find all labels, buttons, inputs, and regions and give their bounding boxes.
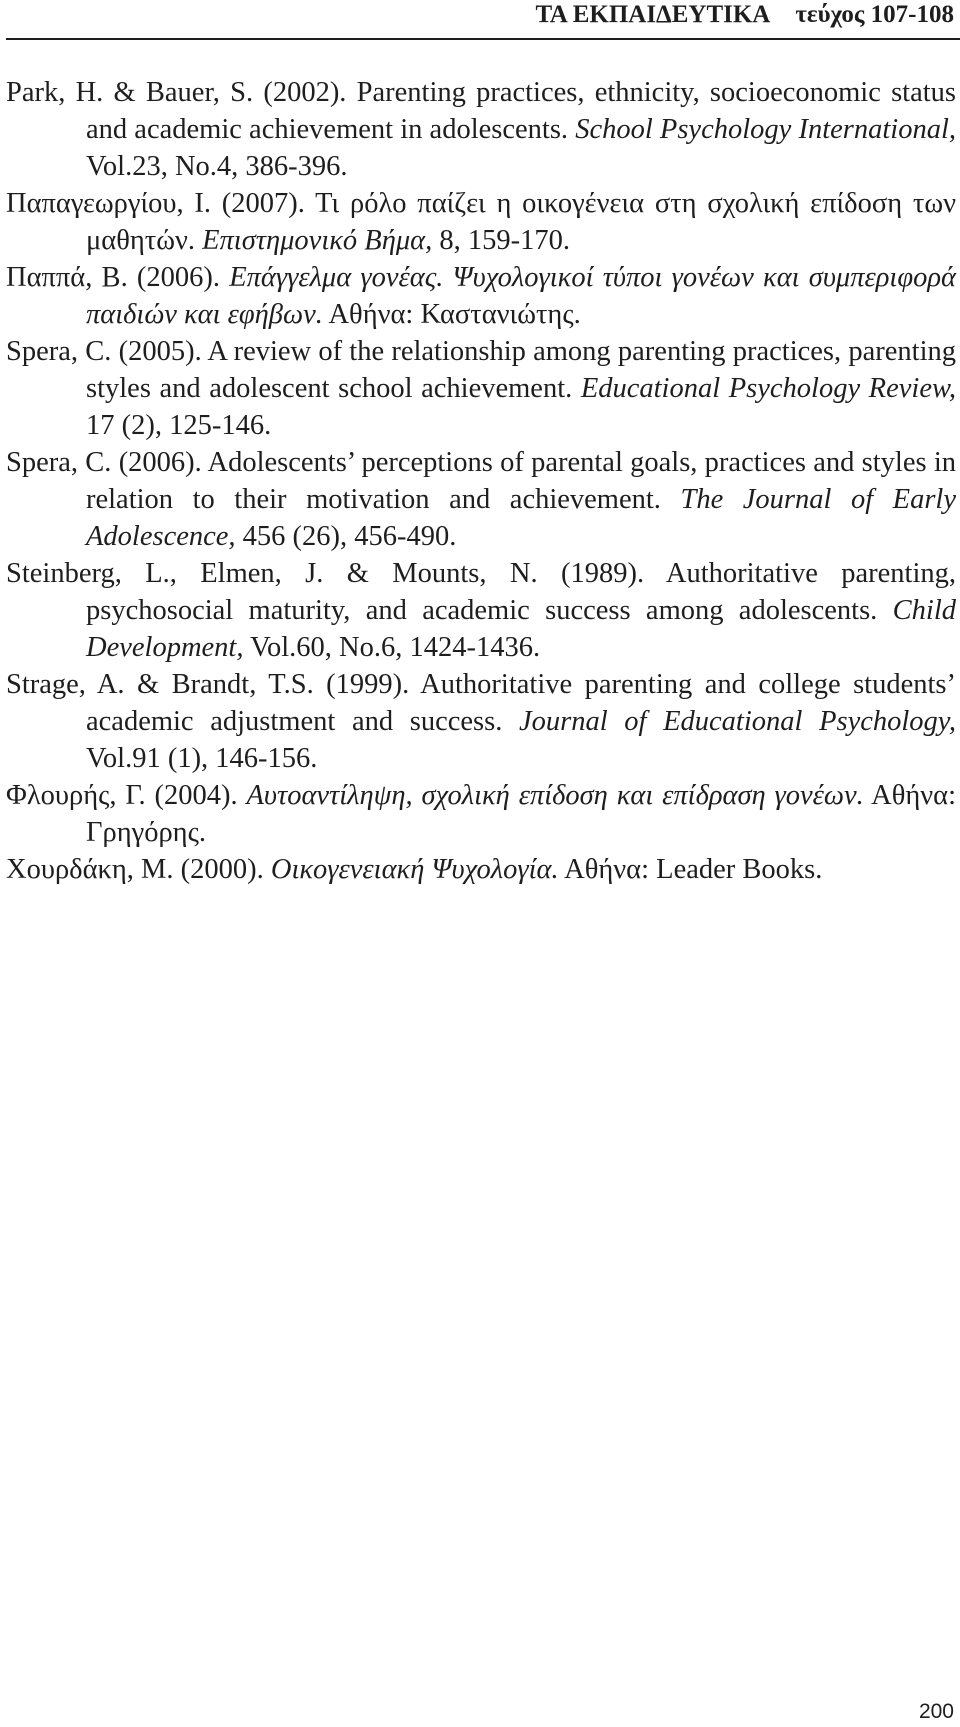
- issue-number: τεύχος 107-108: [795, 1, 954, 28]
- reference-item-spera-2006: [6, 444, 956, 555]
- page-number: 200: [918, 1700, 954, 1723]
- reference-item-papageorgiou: [6, 185, 956, 259]
- reference-item-park-bauer: [6, 74, 956, 185]
- reference-details: Αθήνα: Γρηγόρης.: [86, 780, 956, 848]
- reference-text: Παπαγεωργίου, Ι. (2007). Τι ρόλο παίζει η οικογένεια στη σχολική επίδοση των μαθητών.: [6, 188, 956, 256]
- reference-source-title: Child Development,: [86, 595, 956, 663]
- reference-text: Παππά, Β. (2006).: [6, 262, 230, 293]
- reference-details: Αθήνα: Καστανιώτης.: [322, 299, 581, 330]
- reference-details: 456 (26), 456-490.: [235, 521, 457, 552]
- reference-source-title: School Psychology International,: [575, 114, 956, 145]
- reference-details: 8, 159-170.: [432, 225, 570, 256]
- reference-item-spera-2005: [6, 333, 956, 444]
- reference-source-title: The Journal of Early Adolescence,: [86, 484, 956, 552]
- reference-details: Vol.60, No.6, 1424-1436.: [243, 632, 541, 663]
- reference-text: Spera, C. (2006). Adolescents’ perceptions of parental goals, practices and styles in relation to their motivation and achievement.: [6, 447, 956, 515]
- reference-text: Spera, C. (2005). A review of the relationship among parenting practices, parenting styles and adolescent school achievement.: [6, 336, 956, 404]
- reference-item-pappa: [6, 259, 956, 333]
- reference-details: Vol.23, No.4, 386-396.: [86, 151, 348, 182]
- reference-details: Αθήνα: Leader Books.: [558, 854, 823, 885]
- reference-source-title: Αυτοαντίληψη, σχολική επίδοση και επίδραση γονέων.: [246, 780, 864, 811]
- reference-source-title: Επιστημονικό Βήμα,: [202, 225, 433, 256]
- reference-text: Φλουρής, Γ. (2004).: [6, 780, 247, 811]
- reference-item-chourdaki: [6, 851, 956, 888]
- reference-text: Steinberg, L., Elmen, J. & Mounts, N. (1989). Authoritative parenting, psychosocial maturity, and academic success among adolescents.: [6, 558, 956, 626]
- reference-source-title: Educational Psychology Review,: [580, 373, 956, 404]
- reference-source-title: Οικογενειακή Ψυχολογία.: [270, 854, 559, 885]
- journal-title: ΤΑ ΕΚΠΑΙΔΕΥΤΙΚΑ: [535, 1, 771, 28]
- running-header-text: [536, 1, 954, 29]
- reference-list: [6, 74, 956, 888]
- reference-item-strage-brandt: [6, 666, 956, 777]
- reference-text: Park, H. & Bauer, S. (2002). Parenting practices, ethnicity, socioeconomic status and academic achievement in adolescents.: [6, 77, 956, 145]
- reference-text: Strage, A. & Brandt, T.S. (1999). Authoritative parenting and college students’ academic adjustment and success.: [6, 669, 956, 737]
- reference-item-steinberg: [6, 555, 956, 666]
- reference-text: Χουρδάκη, Μ. (2000).: [6, 854, 271, 885]
- reference-source-title: Journal of Educational Psychology,: [518, 706, 956, 737]
- running-header: [6, 0, 960, 40]
- reference-details: Vol.91 (1), 146-156.: [86, 743, 318, 774]
- reference-item-flouris: [6, 777, 956, 851]
- reference-details: 17 (2), 125-146.: [86, 410, 272, 441]
- reference-source-title: Επάγγελμα γονέας. Ψυχολογικοί τύποι γονέων και συμπεριφορά παιδιών και εφήβων.: [86, 262, 956, 330]
